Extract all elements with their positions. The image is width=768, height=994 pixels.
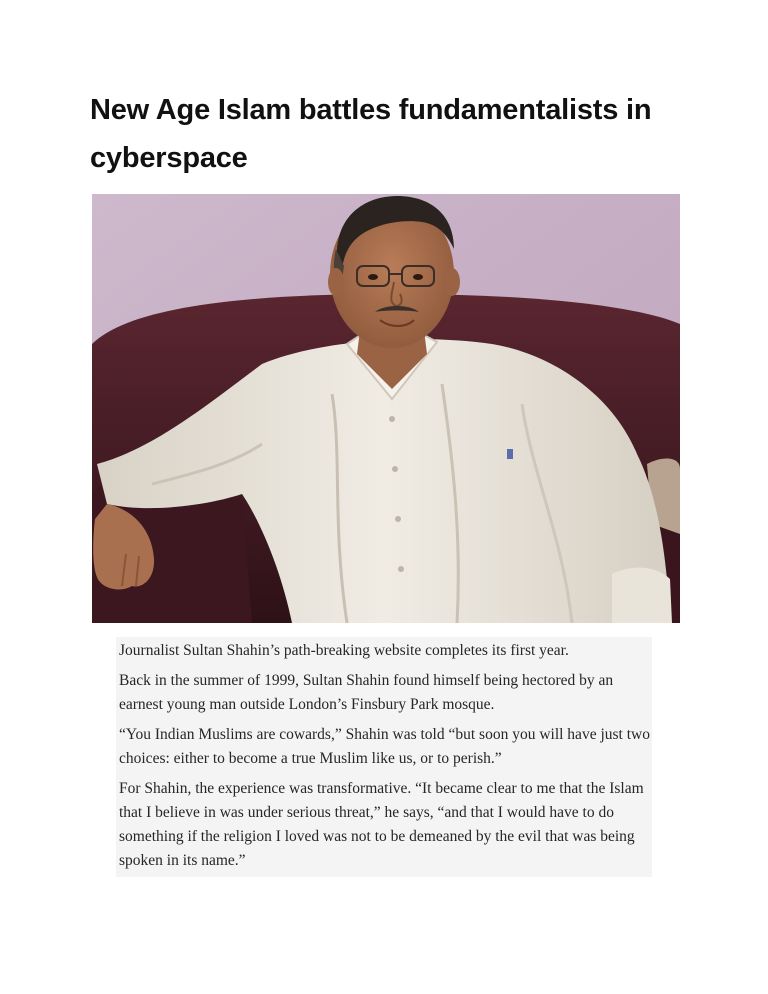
article-paragraph: Journalist Sultan Shahin’s path-breaking website completes its first year. xyxy=(119,642,569,659)
portrait-photo-icon xyxy=(92,194,680,623)
article-paragraph: “You Indian Muslims are cowards,” Shahin was told “but soon you will have just two choices: either to become a true Muslim like us, or to perish.” xyxy=(119,726,650,767)
article-body xyxy=(116,637,652,877)
article-paragraph: For Shahin, the experience was transformative. “It became clear to me that the Islam that I believe in was under serious threat,” he says, “and that I would have to do something if the religion I loved was not to be demeaned by the evil that was being spoken in its name.” xyxy=(119,780,644,869)
page-title: New Age Islam battles fundamentalists in cyberspace xyxy=(90,94,652,174)
article-photo xyxy=(92,194,680,623)
article-paragraph: Back in the summer of 1999, Sultan Shahin found himself being hectored by an earnest young man outside London’s Finsbury Park mosque. xyxy=(119,672,614,713)
